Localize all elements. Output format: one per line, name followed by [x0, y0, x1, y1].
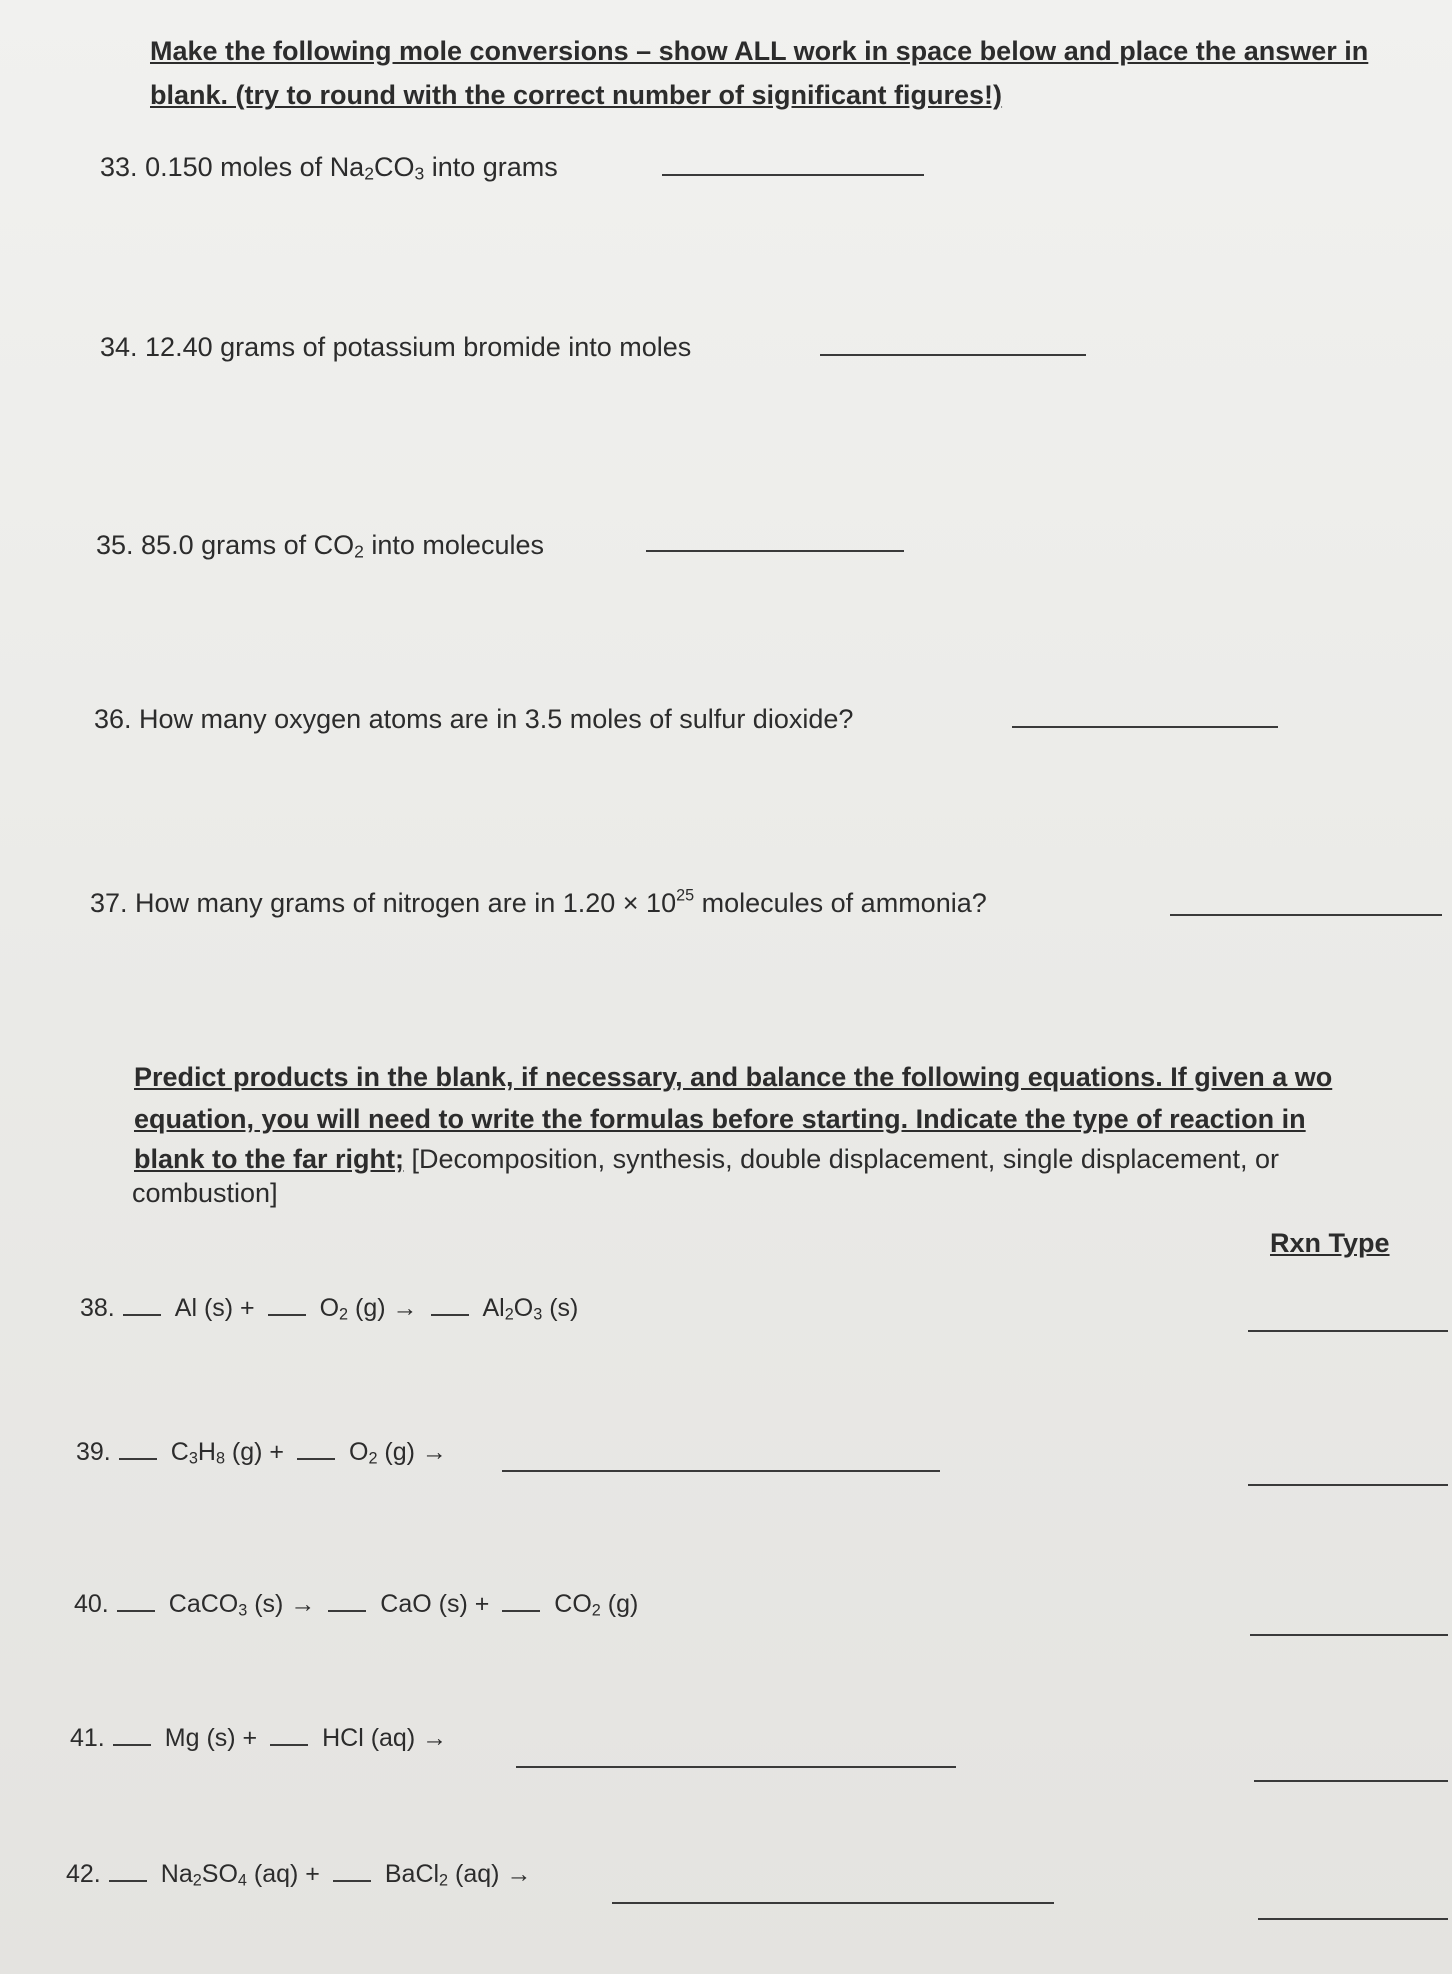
coefficient-blank[interactable]: [431, 1314, 469, 1316]
answer-blank-37[interactable]: [1170, 914, 1442, 916]
section2-line-3: blank to the far right; [Decomposition, synthesis, double displacement, single displacement, or: [134, 1144, 1279, 1174]
section2-line-1: Predict products in the blank, if necessary, and balance the following equations. If given a wo: [134, 1062, 1333, 1092]
answer-blank-34[interactable]: [820, 354, 1086, 356]
coefficient-blank[interactable]: [328, 1610, 366, 1612]
equation-41: 41. Mg (s) + HCl (aq) →: [70, 1724, 448, 1752]
coefficient-blank[interactable]: [297, 1458, 335, 1460]
equation-40: 40. CaCO$_3$ (s) → CaO $(s) + CO_2$ (g): [74, 1590, 639, 1620]
rxn-type-blank-42[interactable]: [1258, 1918, 1448, 1920]
coefficient-blank[interactable]: [333, 1880, 371, 1882]
coefficient-blank[interactable]: [502, 1610, 540, 1612]
coefficient-blank[interactable]: [117, 1610, 155, 1612]
rxn-type-blank-39[interactable]: [1248, 1484, 1448, 1486]
question-34: 34. 12.40 grams of potassium bromide into moles: [100, 332, 692, 362]
rxn-type-blank-41[interactable]: [1254, 1780, 1448, 1782]
rxn-type-blank-38[interactable]: [1248, 1330, 1448, 1332]
coefficient-blank[interactable]: [270, 1744, 308, 1746]
coefficient-blank[interactable]: [113, 1744, 151, 1746]
equation-42: 42. $Na_2SO_4$ (aq) + BaCl$_2$ (aq) →: [66, 1860, 532, 1890]
coefficient-blank[interactable]: [119, 1458, 157, 1460]
question-33: 33. 0.150 moles of $Na_2CO_3$ into grams: [100, 152, 558, 184]
question-36: 36. How many oxygen atoms are in 3.5 moles of sulfur dioxide?: [94, 704, 854, 734]
section2-line-2: equation, you will need to write the formulas before starting. Indicate the type of reaction in: [134, 1104, 1306, 1134]
rxn-type-blank-40[interactable]: [1250, 1634, 1448, 1636]
answer-blank-35[interactable]: [646, 550, 904, 552]
instructions-line-2: blank. (try to round with the correct number of significant figures!): [150, 80, 1003, 110]
coefficient-blank[interactable]: [268, 1314, 306, 1316]
rxn-type-label: Rxn Type: [1270, 1228, 1390, 1258]
question-35: 35. 85.0 grams of $CO_2$ into molecules: [96, 530, 544, 562]
section2-line-4: combustion]: [132, 1178, 278, 1208]
equation-39: 39. $C_3H_8$ $(g) + O_2$ (g) →: [76, 1438, 447, 1468]
question-37: 37. How many grams of nitrogen are in $1.20 \times 10^{25}$ molecules of ammonia?: [90, 886, 987, 918]
coefficient-blank[interactable]: [123, 1314, 161, 1316]
products-blank-42[interactable]: [612, 1902, 1054, 1904]
products-blank-39[interactable]: [502, 1470, 940, 1472]
instructions-line-1: Make the following mole conversions – show ALL work in space below and place the answer in: [150, 36, 1369, 66]
answer-blank-33[interactable]: [662, 174, 924, 176]
products-blank-41[interactable]: [516, 1766, 956, 1768]
answer-blank-36[interactable]: [1012, 726, 1278, 728]
coefficient-blank[interactable]: [109, 1880, 147, 1882]
equation-38: 38. Al $(s) + O_2$ $(g) \to Al_2O_3$ (s): [80, 1294, 579, 1324]
